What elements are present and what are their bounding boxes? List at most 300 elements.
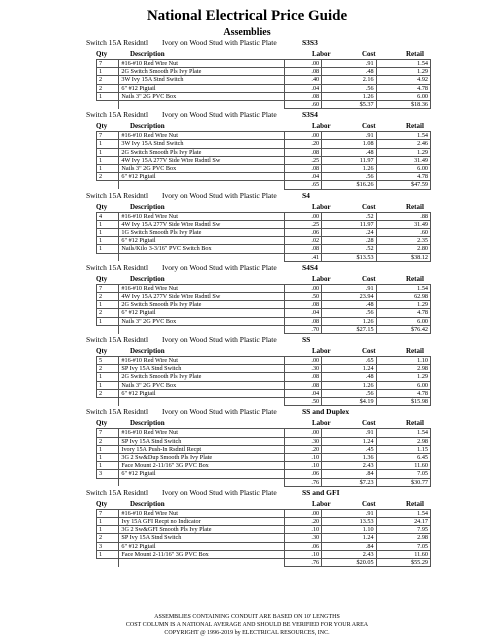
retail-cell: 1.15 [376,445,430,453]
section-code: S3S4 [302,110,318,120]
labor-cell: .08 [284,373,321,381]
column-headers [96,202,468,212]
total-retail: $55.29 [376,558,430,566]
qty-cell: 2 [97,437,119,445]
total-cost: $4.19 [322,398,376,406]
labor-cell: .00 [284,132,321,140]
retail-cell: 2.98 [376,365,430,373]
retail-cell: 7.05 [376,542,430,550]
qty-cell: 1 [97,156,119,164]
table-row [97,445,431,453]
section-type: Switch 15A Residntl [86,335,149,345]
retail-cell: 1.54 [376,429,430,437]
items-table [96,284,431,334]
cost-cell: 1.10 [322,526,376,534]
assembly-section [86,38,468,109]
table-row [97,229,431,237]
cost-cell: 11.97 [322,156,376,164]
total-cost: $16.26 [322,181,376,189]
column-headers [96,418,468,428]
cost-cell: .56 [322,309,376,317]
table-row [97,148,431,156]
section-code: S4S4 [302,262,318,272]
section-type: Switch 15A Residntl [86,407,149,417]
cost-cell: 2.43 [322,550,376,558]
footer-copyright: COPYRIGHT @ 1996-2019 by ELECTRICAL RESOURCES, INC. [164,630,330,636]
labor-cell: .08 [284,381,321,389]
table-row [97,309,431,317]
description-cell: #16-#10 Red Wire Nut [119,60,284,68]
qty-cell: 1 [97,92,119,100]
column-header-retail: Retail [406,50,424,58]
cost-cell: 1.26 [322,165,376,173]
column-header-description: Description [130,499,165,508]
column-header-retail: Retail [406,347,424,356]
assembly-section [86,335,468,406]
items-table [96,212,431,262]
total-cost: $27.15 [322,325,376,333]
total-retail: $15.98 [376,398,430,406]
assembly-sections [86,38,468,568]
qty-cell: 1 [97,550,119,558]
labor-cell: .00 [284,60,321,68]
assembly-section [86,110,468,189]
retail-cell: 2.98 [376,437,430,445]
cost-cell: 23.94 [322,293,376,301]
cost-cell: .24 [322,229,376,237]
cost-cell: 1.26 [322,317,376,325]
footer-note-cost: COST COLUMN IS A NATIONAL AVERAGE AND SHOULD BE VERIFIED FOR YOUR AREA [125,622,369,628]
retail-cell: 2.80 [376,245,430,253]
page-subtitle: Assemblies [223,27,271,38]
total-labor: .76 [284,478,321,486]
column-header-labor: Labor [312,499,331,508]
table-row [97,317,431,325]
labor-cell: .20 [284,445,321,453]
qty-cell: 2 [97,84,119,92]
table-row [97,140,431,148]
description-cell: SP Ivy 15A Stnd Switch [119,534,284,542]
description-cell: SP Ivy 15A Stnd Switch [119,365,284,373]
items-table [96,428,431,486]
retail-cell: 4.78 [376,84,430,92]
description-cell: 2G Switch Smooth Pls Ivy Plate [119,68,284,76]
qty-cell: 1 [97,165,119,173]
cost-cell: .48 [322,373,376,381]
table-row [97,165,431,173]
cost-cell: 1.24 [322,534,376,542]
section-type: Switch 15A Residntl [86,487,149,497]
total-labor: .60 [284,101,321,109]
column-header-labor: Labor [312,122,331,131]
section-code: SS and Duplex [302,407,350,417]
labor-cell: .30 [284,437,321,445]
empty-cell [119,398,284,406]
labor-cell: .04 [284,389,321,397]
labor-cell: .00 [284,284,321,292]
cost-cell: .48 [322,301,376,309]
description-cell: 3W Ivy 15A Stnd Switch [119,140,284,148]
total-row [97,398,431,406]
total-row [97,558,431,566]
section-header [86,38,468,49]
column-header-cost: Cost [362,50,376,58]
cost-cell: 1.26 [322,381,376,389]
empty-cell [119,253,284,261]
column-header-cost: Cost [362,202,376,211]
empty-cell [119,181,284,189]
table-row [97,60,431,68]
description-cell: #16-#10 Red Wire Nut [119,284,284,292]
table-row [97,453,431,461]
table-row [97,212,431,220]
items-table [96,509,431,567]
labor-cell: .20 [284,140,321,148]
retail-cell: 6.00 [376,165,430,173]
description-cell: 6" #12 Pigtail [119,84,284,92]
column-header-cost: Cost [362,347,376,356]
cost-cell: 11.97 [322,220,376,228]
section-description: Ivory on Wood Stud with Plastic Plate [162,407,277,417]
labor-cell: .04 [284,84,321,92]
labor-cell: .30 [284,365,321,373]
retail-cell: 6.00 [376,317,430,325]
qty-cell: 3 [97,542,119,550]
column-header-retail: Retail [406,202,424,211]
total-row [97,253,431,261]
qty-cell: 1 [97,237,119,245]
retail-cell: 2.46 [376,140,430,148]
description-cell: #16-#10 Red Wire Nut [119,212,284,220]
cost-cell: .91 [322,132,376,140]
column-headers [96,274,468,284]
labor-cell: .08 [284,245,321,253]
column-headers [96,346,468,356]
labor-cell: .00 [284,509,321,517]
empty-cell [97,181,119,189]
labor-cell: .08 [284,68,321,76]
table-row [97,173,431,181]
description-cell: 3G 2 Sw&GFI Smooth Pls Ivy Plate [119,526,284,534]
labor-cell: .00 [284,429,321,437]
column-header-retail: Retail [406,419,424,428]
assembly-section [86,407,468,486]
column-header-retail: Retail [406,274,424,283]
empty-cell [97,398,119,406]
description-cell: Nails/Kilo 3-3/16" PVC Switch Box [119,245,284,253]
section-description: Ivory on Wood Stud with Plastic Plate [162,262,277,272]
labor-cell: .00 [284,357,321,365]
column-header-qty: Qty [96,499,108,508]
cost-cell: 1.24 [322,437,376,445]
empty-cell [97,325,119,333]
section-description: Ivory on Wood Stud with Plastic Plate [162,38,277,47]
column-header-cost: Cost [362,499,376,508]
total-labor: .65 [284,181,321,189]
total-labor: .50 [284,398,321,406]
column-header-qty: Qty [96,419,108,428]
table-row [97,526,431,534]
qty-cell: 1 [97,68,119,76]
description-cell: 6" #12 Pigtail [119,237,284,245]
labor-cell: .30 [284,534,321,542]
total-labor: .41 [284,253,321,261]
section-description: Ivory on Wood Stud with Plastic Plate [162,335,277,345]
section-type: Switch 15A Residntl [86,262,149,272]
total-row [97,325,431,333]
table-row [97,84,431,92]
cost-cell: .45 [322,445,376,453]
description-cell: Nails 3" 2G PVC Box [119,165,284,173]
table-row [97,509,431,517]
table-row [97,429,431,437]
retail-cell: 1.54 [376,284,430,292]
column-header-retail: Retail [406,122,424,131]
empty-cell [97,478,119,486]
qty-cell: 1 [97,373,119,381]
cost-cell: 13.53 [322,517,376,525]
description-cell: #16-#10 Red Wire Nut [119,357,284,365]
section-description: Ivory on Wood Stud with Plastic Plate [162,110,277,120]
table-row [97,534,431,542]
table-row [97,220,431,228]
column-header-labor: Labor [312,50,331,58]
column-header-description: Description [130,419,165,428]
retail-cell: .88 [376,212,430,220]
section-code: S4 [302,190,310,200]
retail-cell: 1.54 [376,509,430,517]
description-cell: 6" #12 Pigtail [119,309,284,317]
cost-cell: .91 [322,429,376,437]
retail-cell: 4.92 [376,76,430,84]
qty-cell: 1 [97,148,119,156]
qty-cell: 1 [97,445,119,453]
footer-note-conduit: ASSEMBLIES CONTAINING CONDUIT ARE BASED ON 10' LENGTHS [154,614,340,620]
table-row [97,284,431,292]
column-header-labor: Labor [312,202,331,211]
labor-cell: .50 [284,293,321,301]
assembly-section [86,191,468,262]
labor-cell: .06 [284,229,321,237]
cost-cell: .56 [322,389,376,397]
description-cell: Nails 3" 2G PVC Box [119,92,284,100]
total-row [97,181,431,189]
table-row [97,245,431,253]
qty-cell: 7 [97,132,119,140]
qty-cell: 7 [97,60,119,68]
labor-cell: .08 [284,165,321,173]
description-cell: 2G Switch Smooth Pls Ivy Plate [119,301,284,309]
empty-cell [119,325,284,333]
section-header [86,263,468,274]
qty-cell: 4 [97,212,119,220]
items-table [96,131,431,189]
labor-cell: .10 [284,550,321,558]
column-header-cost: Cost [362,274,376,283]
retail-cell: 4.78 [376,309,430,317]
total-row [97,101,431,109]
description-cell: 4W Ivy 15A 277V Side Wire Rsdntl Sw [119,156,284,164]
qty-cell: 1 [97,220,119,228]
description-cell: 1G Switch Smooth Pls Ivy Plate [119,229,284,237]
retail-cell: 2.35 [376,237,430,245]
description-cell: 2G Switch Smooth Pls Ivy Plate [119,373,284,381]
section-description: Ivory on Wood Stud with Plastic Plate [162,487,277,497]
labor-cell: .10 [284,526,321,534]
retail-cell: 6.00 [376,381,430,389]
retail-cell: .60 [376,229,430,237]
table-row [97,76,431,84]
cost-cell: .52 [322,245,376,253]
table-row [97,301,431,309]
retail-cell: 62.98 [376,293,430,301]
qty-cell: 2 [97,365,119,373]
qty-cell: 1 [97,140,119,148]
table-row [97,437,431,445]
empty-cell [97,253,119,261]
table-row [97,365,431,373]
cost-cell: 2.16 [322,76,376,84]
table-row [97,470,431,478]
page-title: National Electrical Price Guide [146,8,348,24]
qty-cell: 1 [97,317,119,325]
empty-cell [97,101,119,109]
cost-cell: .56 [322,173,376,181]
retail-cell: 1.54 [376,60,430,68]
table-row [97,517,431,525]
total-retail: $30.77 [376,478,430,486]
retail-cell: 4.78 [376,173,430,181]
section-header [86,488,468,499]
retail-cell: 1.54 [376,132,430,140]
table-row [97,373,431,381]
column-header-description: Description [130,347,165,356]
column-header-qty: Qty [96,202,108,211]
description-cell: Face Mount 2-11/16" 3G PVC Box [119,550,284,558]
assembly-section [86,488,468,567]
qty-cell: 1 [97,245,119,253]
description-cell: 2G Switch Smooth Pls Ivy Plate [119,148,284,156]
description-cell: 3W Ivy 15A Stnd Switch [119,76,284,84]
total-cost: $13.53 [322,253,376,261]
section-type: Switch 15A Residntl [86,110,149,120]
labor-cell: .25 [284,220,321,228]
section-header [86,407,468,418]
description-cell: 6" #12 Pigtail [119,470,284,478]
column-header-qty: Qty [96,274,108,283]
qty-cell: 1 [97,462,119,470]
section-code: S3S3 [302,38,318,47]
qty-cell: 2 [97,293,119,301]
description-cell: Ivory 15A Push-In Rsdntl Recpt [119,445,284,453]
cost-cell: .48 [322,68,376,76]
column-header-description: Description [130,50,165,58]
qty-cell: 1 [97,229,119,237]
empty-cell [119,558,284,566]
retail-cell: 11.60 [376,462,430,470]
retail-cell: 1.10 [376,357,430,365]
retail-cell: 6.45 [376,453,430,461]
labor-cell: .02 [284,237,321,245]
retail-cell: 1.29 [376,68,430,76]
labor-cell: .06 [284,470,321,478]
qty-cell: 2 [97,309,119,317]
cost-cell: .48 [322,148,376,156]
retail-cell: 2.98 [376,534,430,542]
labor-cell: .25 [284,156,321,164]
description-cell: 4W Ivy 15A 277V Side Wire Rsdntl Sw [119,220,284,228]
labor-cell: .00 [284,212,321,220]
qty-cell: 2 [97,389,119,397]
table-row [97,237,431,245]
column-header-cost: Cost [362,419,376,428]
total-labor: .70 [284,325,321,333]
labor-cell: .04 [284,173,321,181]
section-description: Ivory on Wood Stud with Plastic Plate [162,190,277,200]
description-cell: SP Ivy 15A Stnd Switch [119,437,284,445]
cost-cell: 1.26 [322,92,376,100]
table-row [97,462,431,470]
section-header [86,191,468,202]
qty-cell: 2 [97,173,119,181]
qty-cell: 1 [97,453,119,461]
section-header [86,335,468,346]
description-cell: 6" #12 Pigtail [119,542,284,550]
total-cost: $5.37 [322,101,376,109]
cost-cell: .91 [322,509,376,517]
qty-cell: 3 [97,470,119,478]
table-row [97,68,431,76]
column-header-qty: Qty [96,50,108,58]
labor-cell: .10 [284,453,321,461]
assembly-section [86,263,468,334]
retail-cell: 31.49 [376,156,430,164]
table-row [97,92,431,100]
retail-cell: 7.95 [376,526,430,534]
retail-cell: 4.78 [376,389,430,397]
retail-cell: 24.17 [376,517,430,525]
cost-cell: 1.08 [322,140,376,148]
qty-cell: 1 [97,381,119,389]
qty-cell: 2 [97,76,119,84]
column-header-labor: Labor [312,419,331,428]
table-row [97,389,431,397]
qty-cell: 7 [97,509,119,517]
total-retail: $18.36 [376,101,430,109]
labor-cell: .10 [284,462,321,470]
labor-cell: .06 [284,542,321,550]
total-cost: $7.23 [322,478,376,486]
cost-cell: .28 [322,237,376,245]
section-code: SS and GFI [302,487,340,497]
section-header [86,110,468,121]
empty-cell [97,558,119,566]
retail-cell: 1.29 [376,148,430,156]
items-table [96,59,431,109]
qty-cell: 1 [97,517,119,525]
description-cell: #16-#10 Red Wire Nut [119,429,284,437]
cost-cell: 1.36 [322,453,376,461]
labor-cell: .40 [284,76,321,84]
table-row [97,550,431,558]
table-row [97,381,431,389]
labor-cell: .08 [284,301,321,309]
qty-cell: 1 [97,301,119,309]
description-cell: Nails 3" 2G PVC Box [119,381,284,389]
section-code: SS [302,335,311,345]
column-header-description: Description [130,122,165,131]
column-header-qty: Qty [96,122,108,131]
